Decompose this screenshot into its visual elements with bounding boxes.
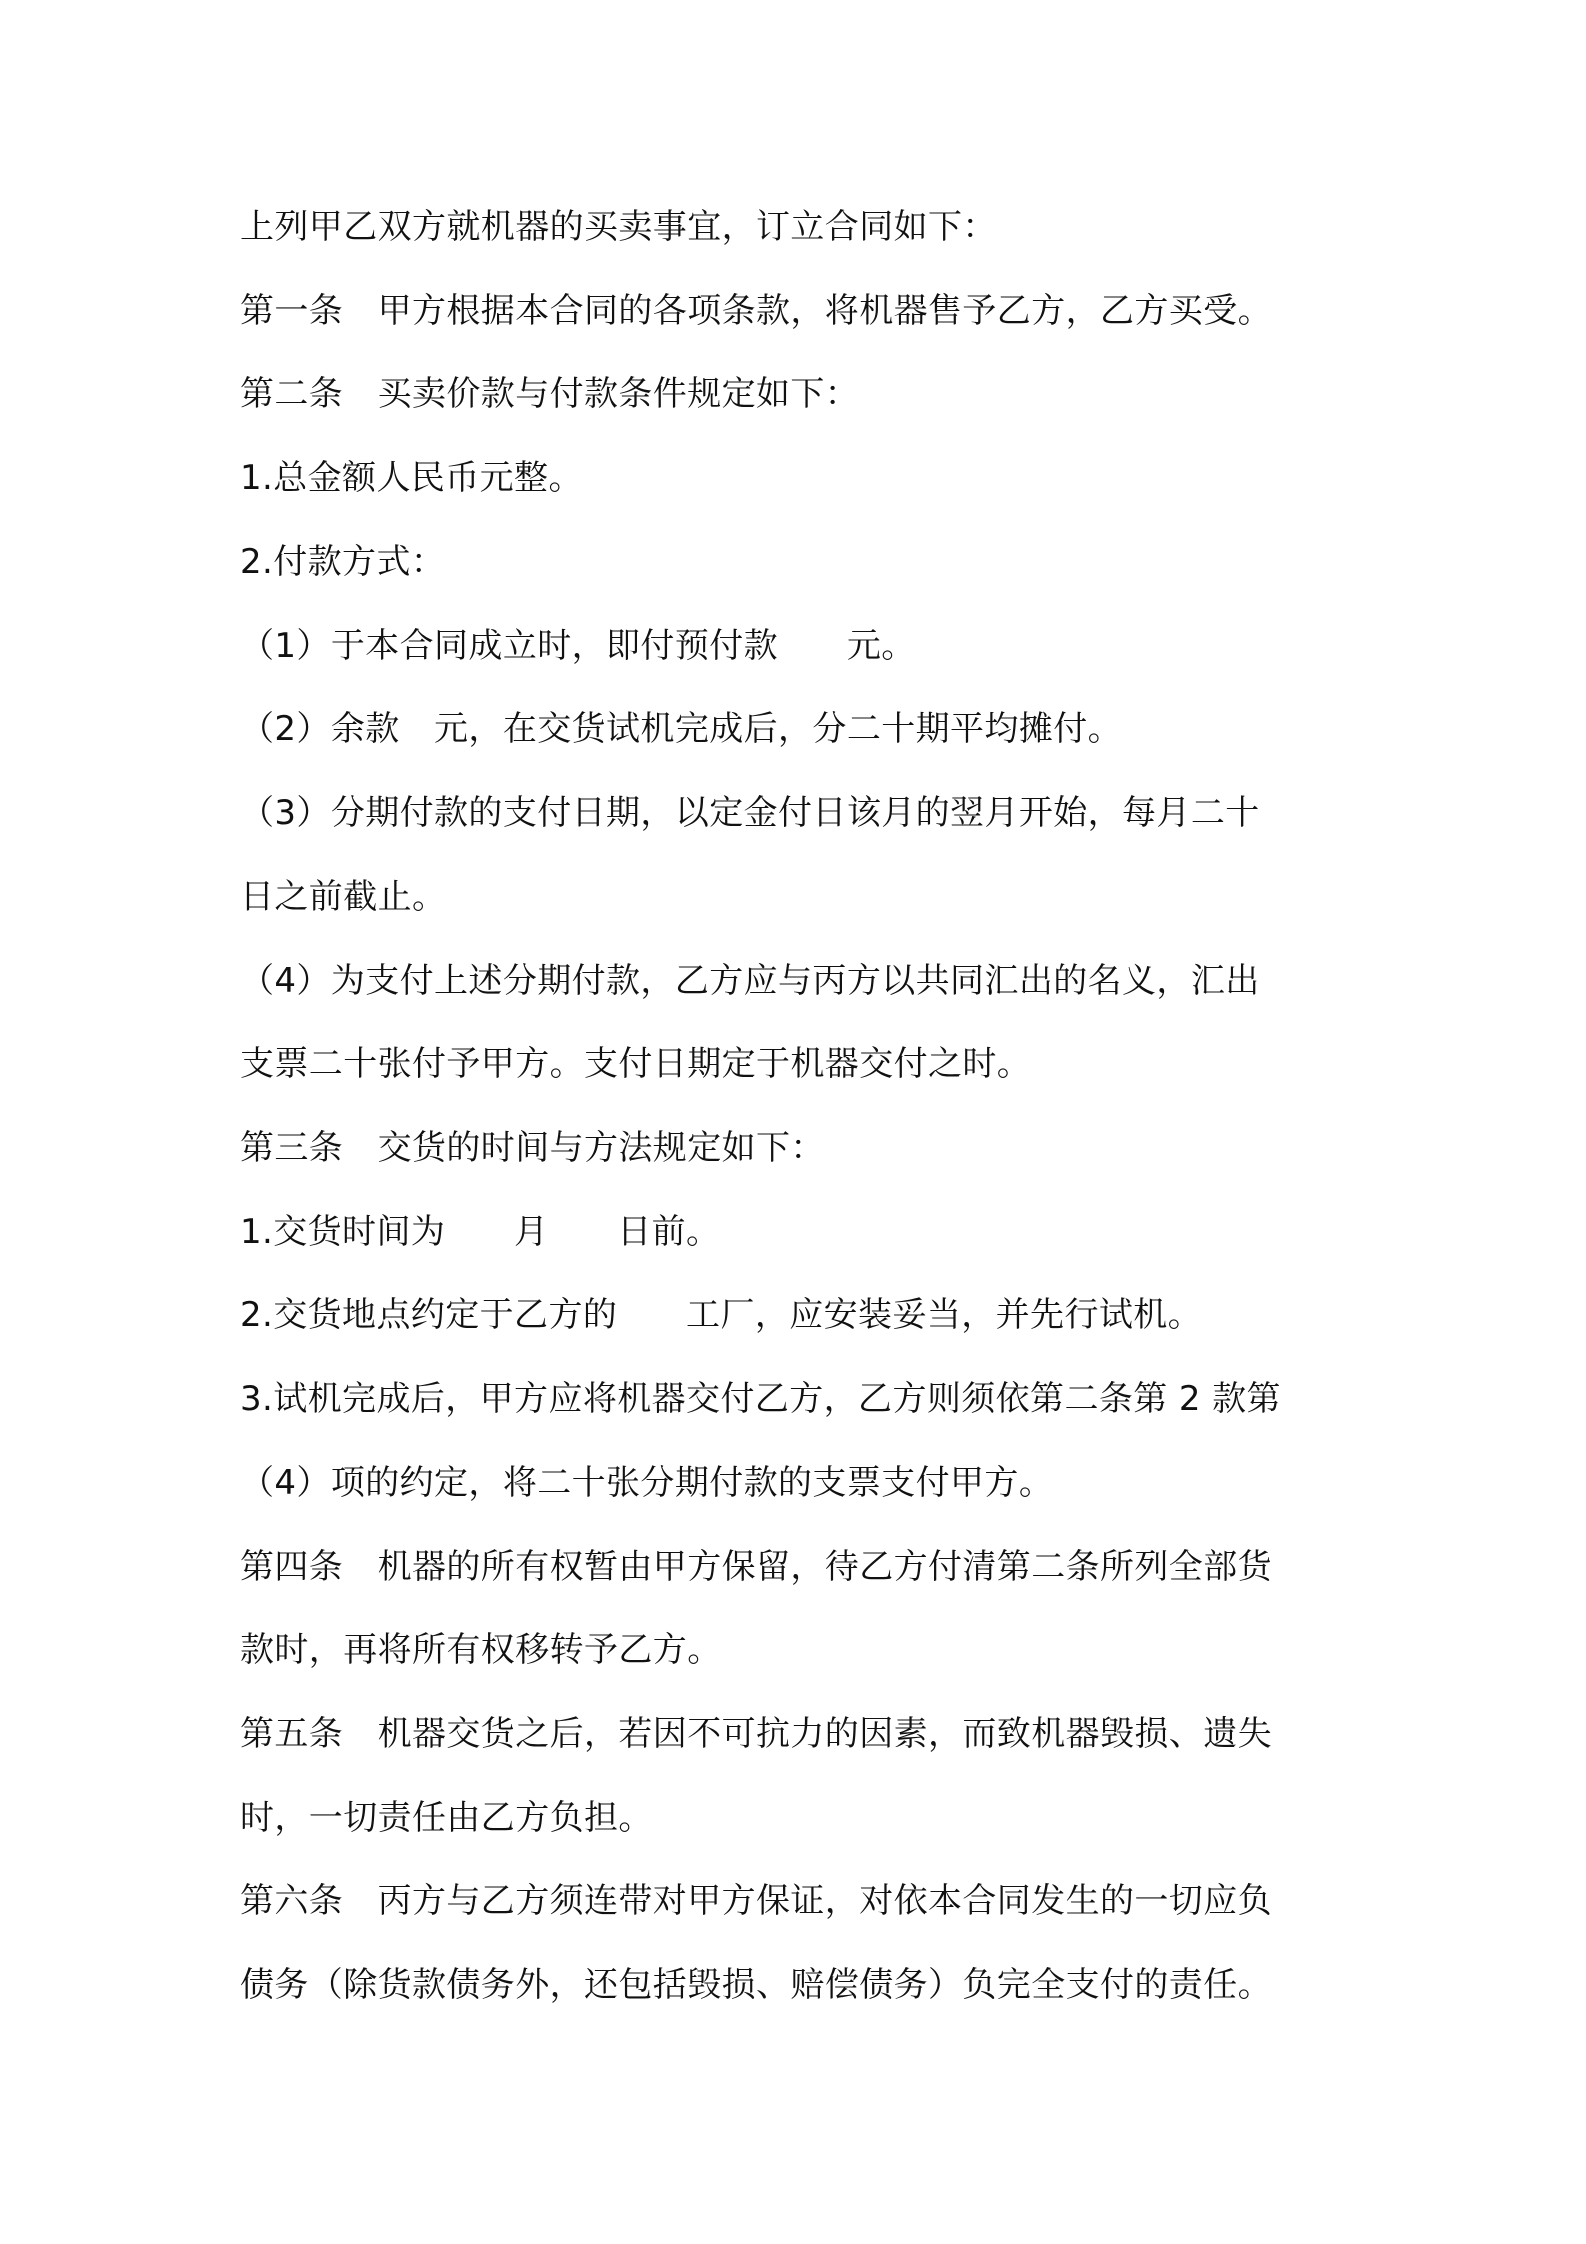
article-2-item-2: 2.付款方式： <box>240 542 446 582</box>
article-6-line-1: 第六条 丙方与乙方须连带对甲方保证，对依本合同发生的一切应负 <box>240 1881 1272 1921</box>
article-6-line-2: 债务（除货款债务外，还包括毁损、赔偿债务）负完全支付的责任。 <box>240 1965 1272 2005</box>
article-5-line-1: 第五条 机器交货之后，若因不可抗力的因素，而致机器毁损、遗失 <box>240 1714 1272 1754</box>
payment-clause-1: （1）于本合同成立时，即付预付款 元。 <box>240 626 916 666</box>
payment-clause-3-line-2: 日之前截止。 <box>240 877 447 917</box>
article-2-item-1: 1.总金额人民币元整。 <box>240 458 583 498</box>
delivery-item-1: 1.交货时间为 月 日前。 <box>240 1212 721 1252</box>
delivery-item-3-line-2: （4）项的约定，将二十张分期付款的支票支付甲方。 <box>240 1463 1054 1503</box>
delivery-item-3-line-1: 3.试机完成后，甲方应将机器交付乙方，乙方则须依第二条第 2 款第 <box>240 1379 1281 1419</box>
article-1-line: 第一条 甲方根据本合同的各项条款，将机器售予乙方，乙方买受。 <box>240 291 1272 331</box>
payment-clause-4-line-2: 支票二十张付予甲方。支付日期定于机器交付之时。 <box>240 1044 1032 1084</box>
payment-clause-3-line-1: （3）分期付款的支付日期，以定金付日该月的翌月开始，每月二十 <box>240 793 1260 833</box>
article-3-line: 第三条 交货的时间与方法规定如下： <box>240 1128 825 1168</box>
article-4-line-1: 第四条 机器的所有权暂由甲方保留，待乙方付清第二条所列全部货 <box>240 1547 1272 1587</box>
payment-clause-2: （2）余款 元，在交货试机完成后，分二十期平均摊付。 <box>240 709 1123 749</box>
article-4-line-2: 款时，再将所有权移转予乙方。 <box>240 1630 722 1670</box>
article-5-line-2: 时，一切责任由乙方负担。 <box>240 1798 653 1838</box>
intro-line: 上列甲乙双方就机器的买卖事宜，订立合同如下： <box>240 207 997 247</box>
payment-clause-4-line-1: （4）为支付上述分期付款，乙方应与丙方以共同汇出的名义，汇出 <box>240 961 1260 1001</box>
delivery-item-2: 2.交货地点约定于乙方的 工厂，应安装妥当，并先行试机。 <box>240 1295 1203 1335</box>
article-2-line: 第二条 买卖价款与付款条件规定如下： <box>240 374 860 414</box>
